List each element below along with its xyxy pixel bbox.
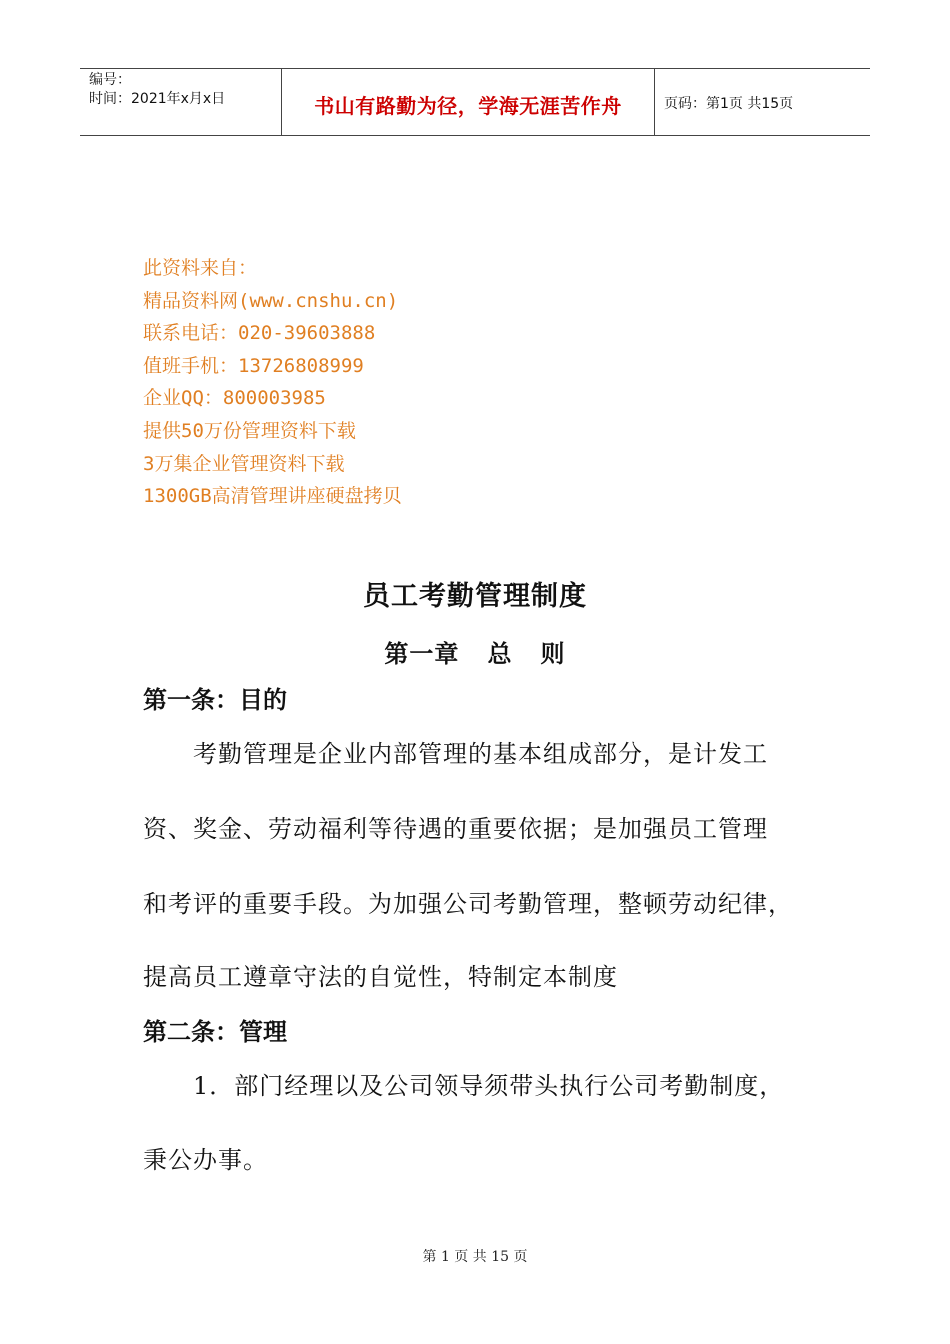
paragraph-line: 资、奖金、劳动福利等待遇的重要依据；是加强员工管理: [143, 815, 768, 843]
source-line-qq: 企业QQ：800003985: [143, 387, 326, 410]
paragraph-line: 考勤管理是企业内部管理的基本组成部分，是计发工: [193, 740, 768, 768]
header-page-label: 页码：第1页 共15页: [664, 96, 794, 112]
paragraph-line: 提高员工遵章守法的自觉性，特制定本制度: [143, 963, 618, 991]
header-number-label: 编号：: [89, 72, 131, 88]
source-line-phone: 联系电话：020-39603888: [143, 322, 376, 345]
article-heading: 第一条：目的: [143, 685, 287, 714]
source-line: 提供50万份管理资料下载: [143, 419, 356, 442]
source-line-mobile: 值班手机：13726808999: [143, 354, 364, 377]
header-motto: 书山有路勤为径，学海无涯苦作舟: [314, 93, 622, 118]
source-line-website: 精品资料网(www.cnshu.cn): [143, 289, 399, 312]
source-line: 此资料来自：: [143, 257, 258, 279]
paragraph-line: 和考评的重要手段。为加强公司考勤管理，整顿劳动纪律，: [143, 890, 793, 918]
source-line: 3万集企业管理资料下载: [143, 452, 345, 475]
header-motto-cell: [282, 69, 655, 135]
source-line: 1300GB高清管理讲座硬盘拷贝: [143, 485, 402, 508]
header-page-cell: [655, 69, 870, 135]
header-meta-cell: [80, 69, 282, 135]
source-info-block: [143, 252, 402, 513]
page-footer: 第 1 页 共 15 页: [422, 1249, 528, 1265]
paragraph-line: 秉公办事。: [143, 1146, 268, 1174]
article-heading: 第二条：管理: [143, 1017, 287, 1046]
paragraph-line: 1．部门经理以及公司领导须带头执行公司考勤制度，: [193, 1072, 785, 1100]
document-title: 员工考勤管理制度: [363, 581, 587, 612]
header-time-label: 时间：2021年x月x日: [89, 91, 226, 107]
chapter-heading: 第一章 总 则: [384, 639, 566, 668]
page-header: [80, 68, 870, 136]
